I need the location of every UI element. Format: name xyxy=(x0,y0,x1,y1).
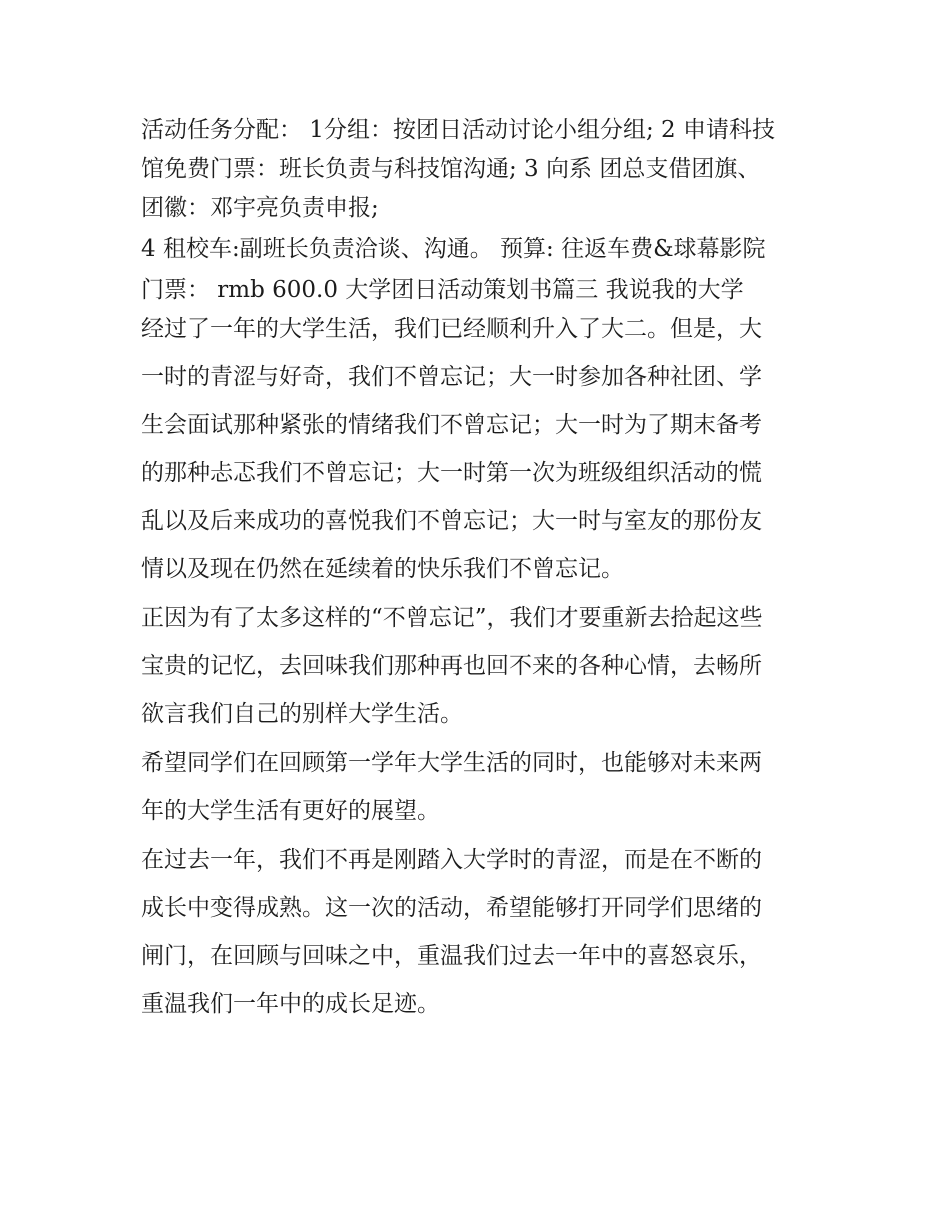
text-line: 团徽：邓宇亮负责申报; xyxy=(141,195,379,221)
text-line: 经过了一年的大学生活，我们已经顺利升入了大二。但是，大 xyxy=(141,316,762,342)
text-line: 4 租校车:副班长负责洽谈、沟通。 预算: 往返车费&球幕影院 xyxy=(141,236,766,262)
text-line: 希望同学们在回顾第一学年大学生活的同时，也能够对未来两 xyxy=(141,750,762,776)
text-line: 乱以及后来成功的喜悦我们不曾忘记；大一时与室友的那份友 xyxy=(141,508,762,534)
text-line: 的那种忐忑我们不曾忘记；大一时第一次为班级组织活动的慌 xyxy=(141,460,762,486)
text-line: 在过去一年，我们不再是刚踏入大学时的青涩，而是在不断的 xyxy=(141,847,762,873)
text-line: 成长中变得成熟。这一次的活动，希望能够打开同学们思绪的 xyxy=(141,895,762,921)
text-line: 情以及现在仍然在延续着的快乐我们不曾忘记。 xyxy=(141,556,624,582)
text-line: 重温我们一年中的成长足迹。 xyxy=(141,991,440,1017)
text-line: 欲言我们自己的别样大学生活。 xyxy=(141,701,463,727)
text-line: 正因为有了太多这样的“不曾忘记”，我们才要重新去拾起这些 xyxy=(141,605,763,631)
text-line: 活动任务分配： 1分组：按团日活动讨论小组分组; 2 申请科技 xyxy=(141,117,775,143)
text-line: 宝贵的记忆，去回味我们那种再也回不来的各种心情，去畅所 xyxy=(141,653,762,679)
text-line: 生会面试那种紧张的情绪我们不曾忘记；大一时为了期末备考 xyxy=(141,412,762,438)
text-line: 馆免费门票：班长负责与科技馆沟通; 3 向系 团总支借团旗、 xyxy=(141,156,761,182)
document-body xyxy=(141,111,821,1024)
text-line: 门票： rmb 600.0 大学团日活动策划书篇三 我说我的大学 xyxy=(141,277,744,303)
text-line: 年的大学生活有更好的展望。 xyxy=(141,798,440,824)
text-line: 一时的青涩与好奇，我们不曾忘记；大一时参加各种社团、学 xyxy=(141,364,762,390)
text-line: 闸门，在回顾与回味之中，重温我们过去一年中的喜怒哀乐， xyxy=(141,943,762,969)
